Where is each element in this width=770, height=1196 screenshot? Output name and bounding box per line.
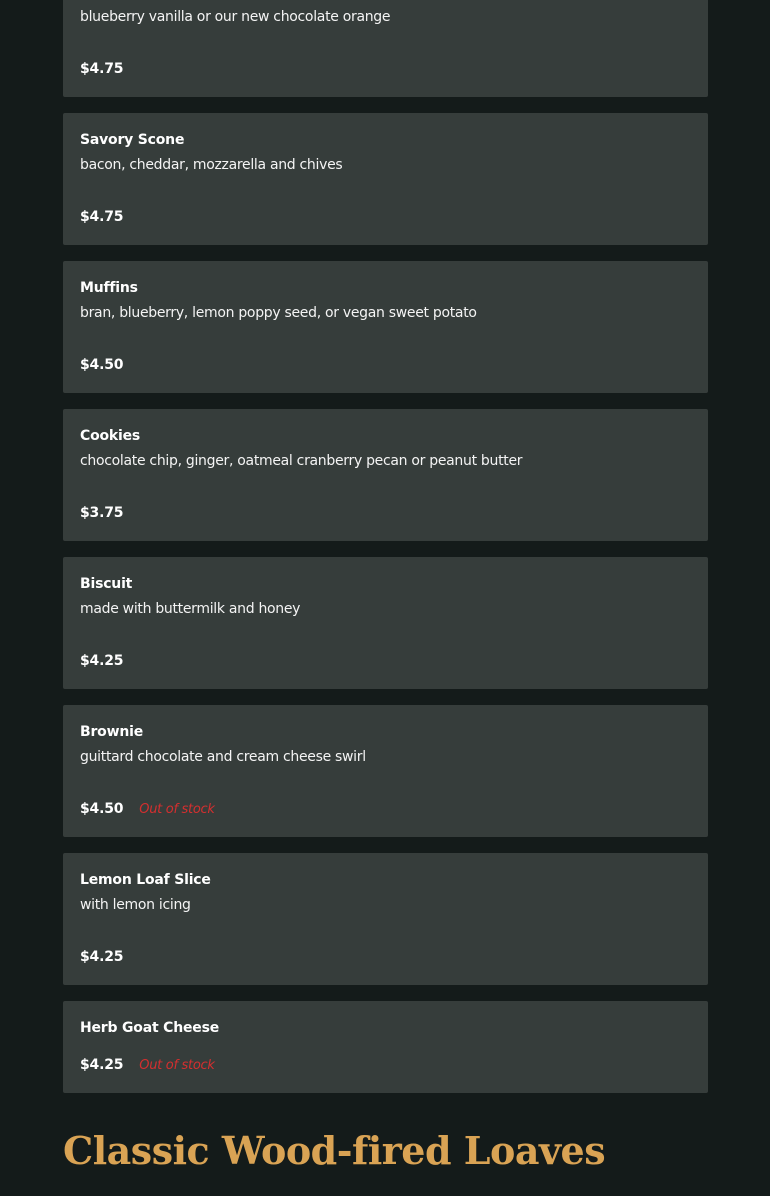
- menu-item-name: Cookies: [80, 428, 141, 444]
- menu-item-name: Biscuit: [80, 576, 133, 592]
- price-row: [80, 356, 691, 374]
- menu-item-name: Muffins: [80, 280, 138, 296]
- menu-item-card: [63, 0, 708, 97]
- menu-item-name: Savory Scone: [80, 132, 185, 148]
- menu-item-card: [63, 705, 708, 837]
- menu-item-card: [63, 409, 708, 541]
- price-row: [80, 504, 691, 522]
- price-row: [80, 60, 691, 78]
- menu-item-price: $4.50: [80, 357, 124, 373]
- menu-item-card: [63, 557, 708, 689]
- menu-item-card: [63, 1001, 708, 1093]
- menu-item-price: $4.25: [80, 949, 124, 965]
- out-of-stock-label: Out of stock: [139, 801, 215, 817]
- menu-item-list: [63, 0, 708, 1109]
- price-row: [80, 208, 691, 226]
- menu-item-description: chocolate chip, ginger, oatmeal cranberry pecan or peanut butter: [80, 453, 523, 469]
- menu-item-price: $4.75: [80, 61, 124, 77]
- menu-item-card: [63, 261, 708, 393]
- menu-item-description: with lemon icing: [80, 897, 191, 913]
- price-row: [80, 800, 691, 818]
- menu-item-card: [63, 113, 708, 245]
- menu-item-description: guittard chocolate and cream cheese swirl: [80, 749, 366, 765]
- price-row: [80, 1056, 691, 1074]
- menu-item-price: $4.25: [80, 1057, 124, 1073]
- menu-item-description: blueberry vanilla or our new chocolate orange: [80, 9, 391, 25]
- menu-item-price: $4.50: [80, 801, 124, 817]
- menu-item-description: bacon, cheddar, mozzarella and chives: [80, 157, 343, 173]
- menu-item-name: Lemon Loaf Slice: [80, 872, 211, 888]
- menu-item-description: bran, blueberry, lemon poppy seed, or vegan sweet potato: [80, 305, 477, 321]
- menu-item-card: [63, 853, 708, 985]
- out-of-stock-label: Out of stock: [139, 1057, 215, 1073]
- menu-item-name: [80, 0, 691, 1]
- menu-item-price: $3.75: [80, 505, 124, 521]
- price-row: [80, 948, 691, 966]
- menu-item-description: made with buttermilk and honey: [80, 601, 301, 617]
- price-row: [80, 652, 691, 670]
- section-heading: Classic Wood-fired Loaves: [63, 1128, 606, 1173]
- menu-item-price: $4.25: [80, 653, 124, 669]
- menu-item-price: $4.75: [80, 209, 124, 225]
- menu-item-name: Herb Goat Cheese: [80, 1020, 219, 1036]
- menu-item-name: Brownie: [80, 724, 143, 740]
